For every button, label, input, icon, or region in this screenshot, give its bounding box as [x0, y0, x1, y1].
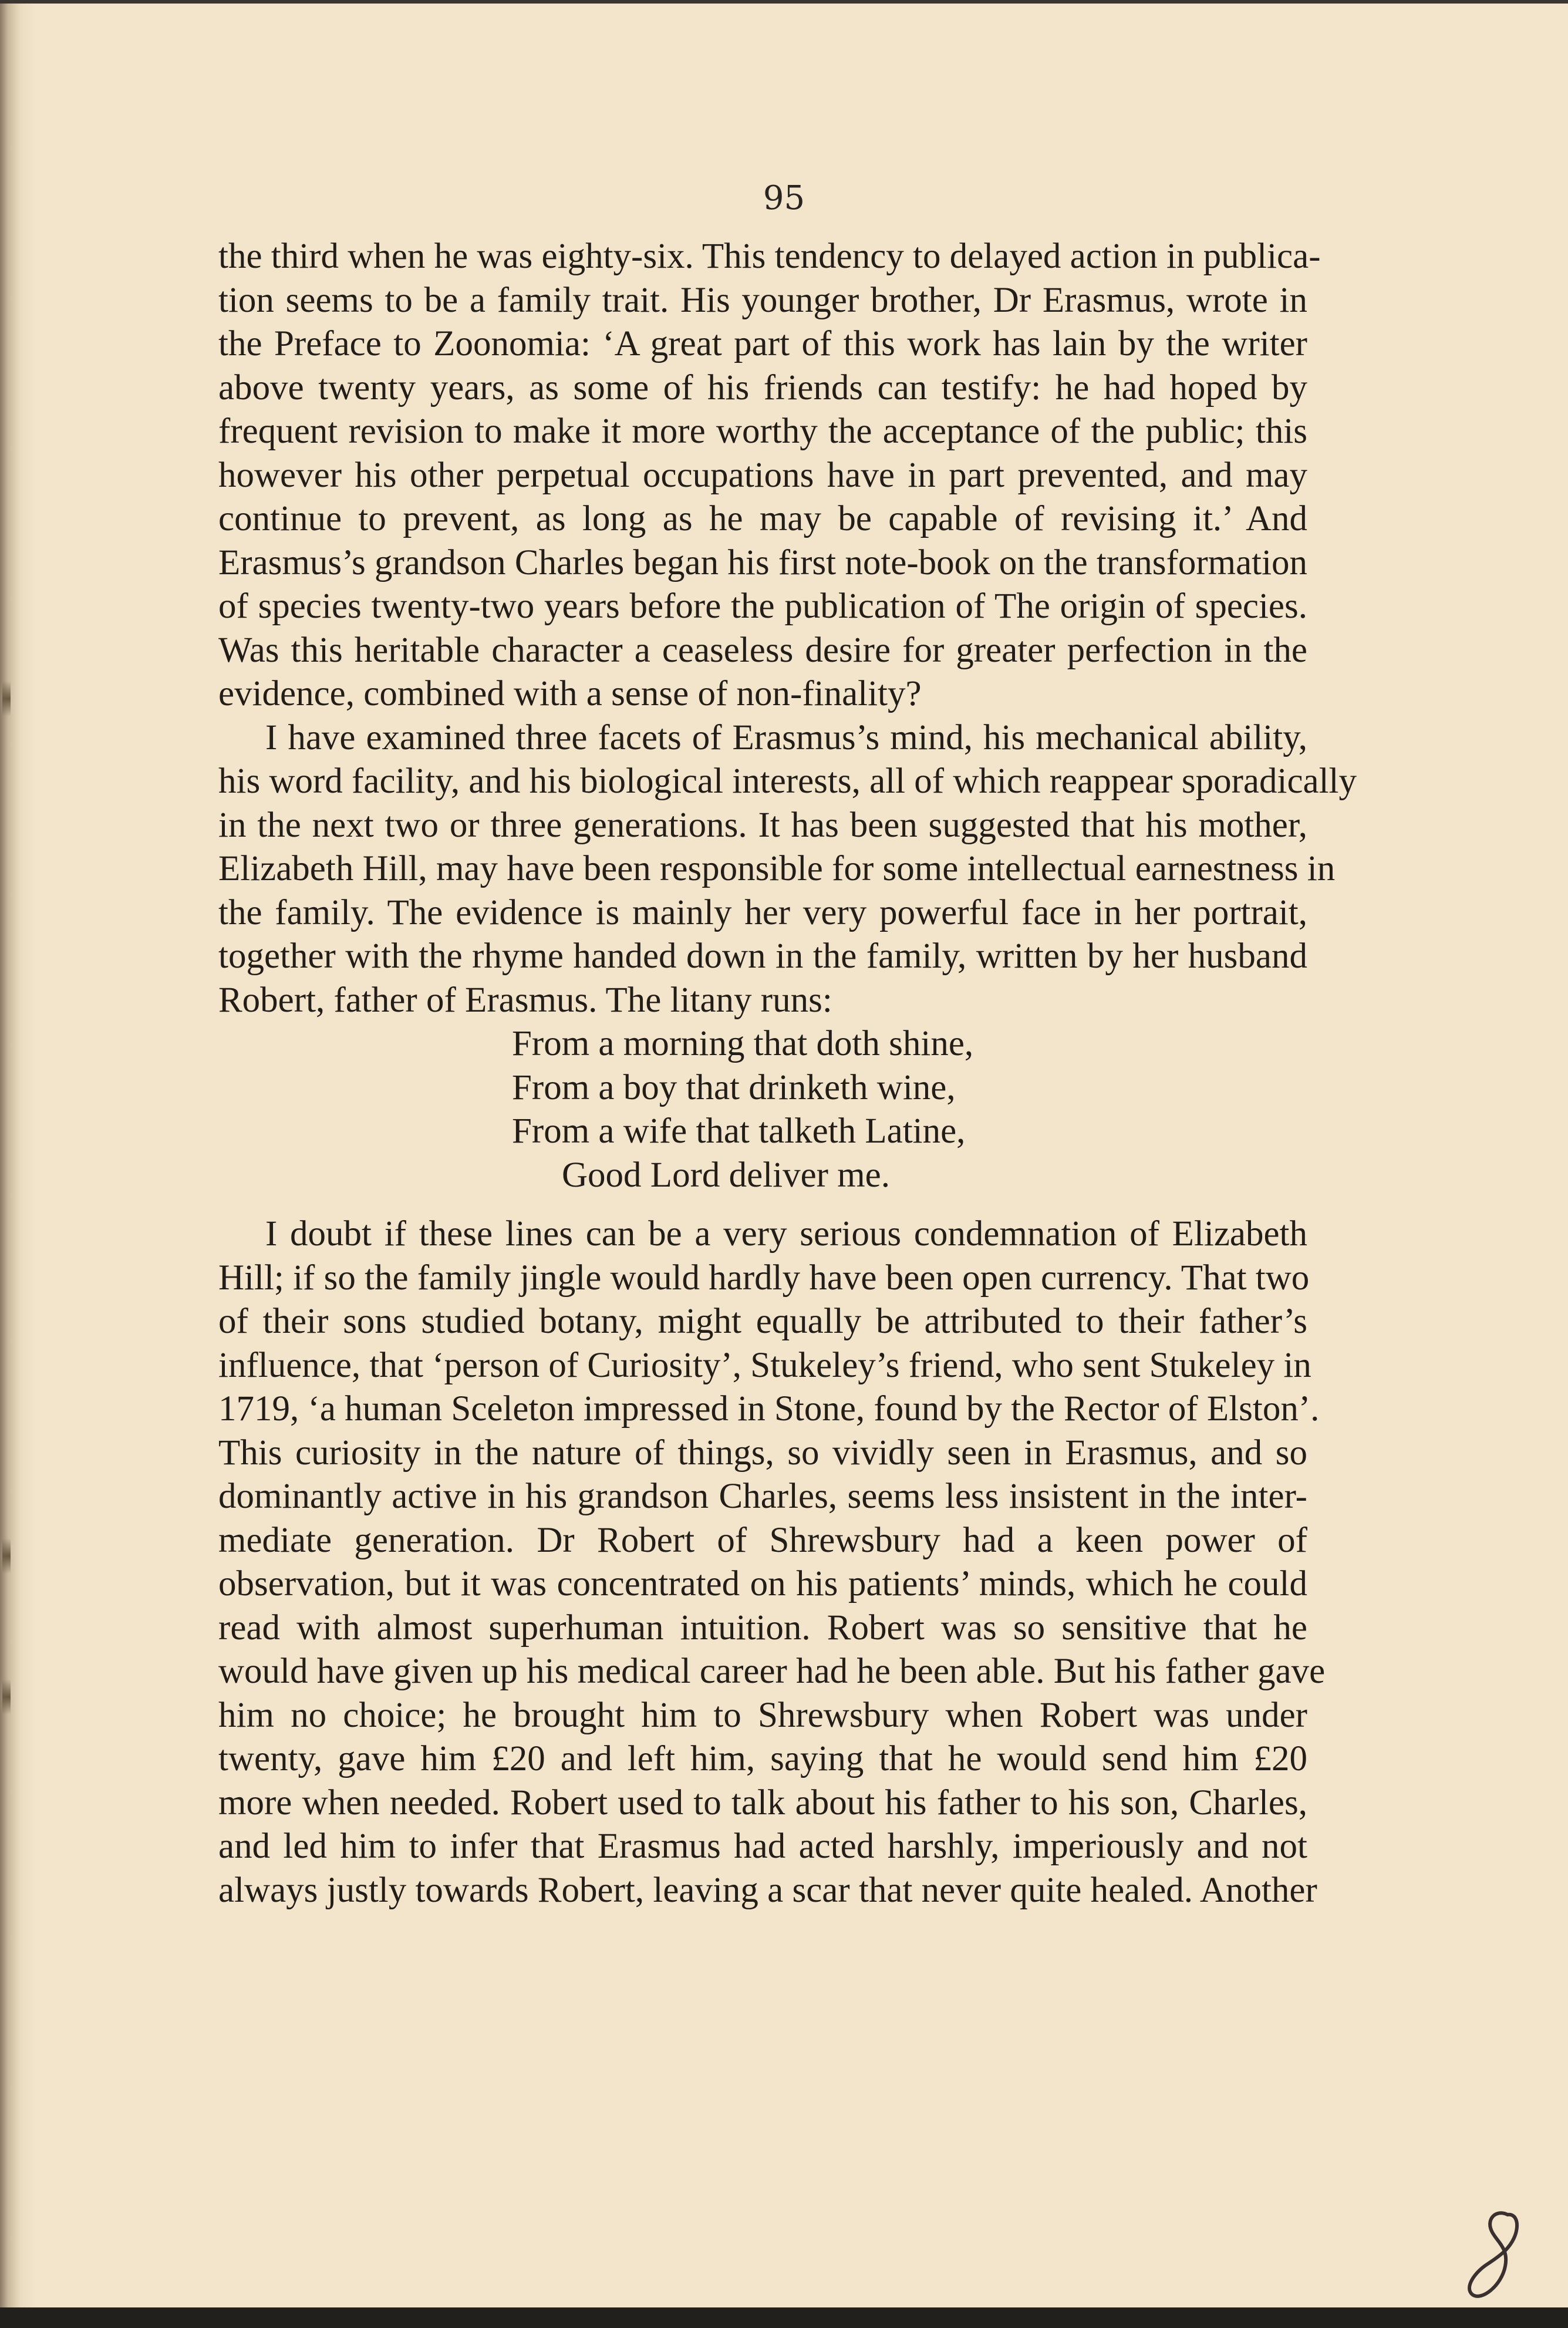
text-line: the family. The evidence is mainly her very powerful face in her portrait,: [218, 892, 1307, 932]
page-number: 95: [763, 179, 805, 217]
text-line: mediate generation. Dr Robert of Shrewsbury had a keen power of: [218, 1520, 1307, 1560]
text-line: frequent revision to make it more worthy the acceptance of the public; this: [218, 412, 1307, 451]
text-line: in the next two or three generations. It has been suggested that his mother,: [218, 805, 1307, 845]
text-line: read with almost superhuman intuition. Robert was so sensitive that he: [218, 1608, 1307, 1648]
text-line: however his other perpetual occupations have in part prevented, and may: [218, 455, 1307, 495]
text-line: Erasmus’s grandson Charles began his first note-book on the transformation: [218, 543, 1308, 582]
paragraph-1: [218, 235, 1321, 716]
text-line: the third when he was eighty-six. This tendency to delayed action in publica-: [218, 237, 1321, 276]
text-line: Hill; if so the family jingle would hardly have been open currency. That two: [218, 1258, 1310, 1298]
text-line: This curiosity in the nature of things, so vividly seen in Erasmus, and so: [218, 1433, 1307, 1473]
text-line: Robert, father of Erasmus. The litany runs:: [218, 980, 832, 1020]
text-line: more when needed. Robert used to talk about his father to his son, Charles,: [218, 1783, 1307, 1822]
scan-bottom-edge: [0, 2307, 1568, 2328]
verse-line: Good Lord deliver me.: [562, 1155, 891, 1195]
text-line: I doubt if these lines can be a very serious condemnation of Elizabeth: [265, 1214, 1307, 1254]
verse-line: From a boy that drinketh wine,: [512, 1067, 956, 1107]
text-line: continue to prevent, as long as he may be capable of revising it.’ And: [218, 499, 1307, 538]
text-line: tion seems to be a family trait. His younger brother, Dr Erasmus, wrote in: [218, 280, 1307, 320]
text-line: I have examined three facets of Erasmus’s mind, his mechanical ability,: [265, 717, 1307, 757]
text-line: observation, but it was concentrated on his patients’ minds, which he could: [218, 1564, 1307, 1603]
text-line: Elizabeth Hill, may have been responsible for some intellectual earnestness in: [218, 849, 1336, 888]
text-line: 1719, ‘a human Sceleton impressed in Stone, found by the Rector of Elston’.: [218, 1389, 1320, 1429]
text-line: of their sons studied botany, might equally be attributed to their father’s: [218, 1302, 1307, 1341]
text-line: influence, that ‘person of Curiosity’, Stukeley’s friend, who sent Stukeley in: [218, 1345, 1311, 1385]
margin-mark: [2, 1538, 11, 1574]
text-line: always justly towards Robert, leaving a scar that never quite healed. Another: [218, 1870, 1317, 1910]
text-line: and led him to infer that Erasmus had acted harshly, imperiously and not: [218, 1827, 1307, 1866]
top-border: [0, 0, 1568, 4]
page-binding-edge: [0, 0, 20, 2307]
text-line: Was this heritable character a ceaseless desire for greater perfection in the: [218, 630, 1307, 670]
paragraph-3: [218, 1212, 1326, 1912]
verse-line: From a wife that talketh Latine,: [512, 1111, 966, 1151]
text-line: evidence, combined with a sense of non-finality?: [218, 674, 922, 713]
text-line: dominantly active in his grandson Charles, seems less insistent in the inter-: [218, 1477, 1307, 1516]
text-line: his word facility, and his biological interests, all of which reappear sporadically: [218, 762, 1357, 801]
margin-mark: [2, 1679, 11, 1714]
text-line: above twenty years, as some of his friends can testify: he had hoped by: [218, 368, 1307, 407]
text-line: together with the rhyme handed down in the family, written by her husband: [218, 936, 1307, 976]
margin-mark: [2, 681, 11, 716]
text-line: him no choice; he brought him to Shrewsbury when Robert was under: [218, 1695, 1307, 1735]
text-line: the Preface to Zoonomia: ‘A great part of this work has lain by the writer: [218, 324, 1307, 363]
text-line: twenty, gave him £20 and left him, saying that he would send him £20: [218, 1739, 1307, 1778]
paragraph-2: [218, 716, 1357, 1023]
text-line: would have given up his medical career had he been able. But his father gave: [218, 1652, 1326, 1691]
text-line: of species twenty-two years before the publication of The origin of species.: [218, 587, 1307, 626]
litany-verse: [218, 1022, 1307, 1197]
body-text: [218, 235, 1357, 1912]
verse-line: From a morning that doth shine,: [512, 1024, 974, 1063]
handwritten-folio-mark: [1462, 2208, 1526, 2307]
